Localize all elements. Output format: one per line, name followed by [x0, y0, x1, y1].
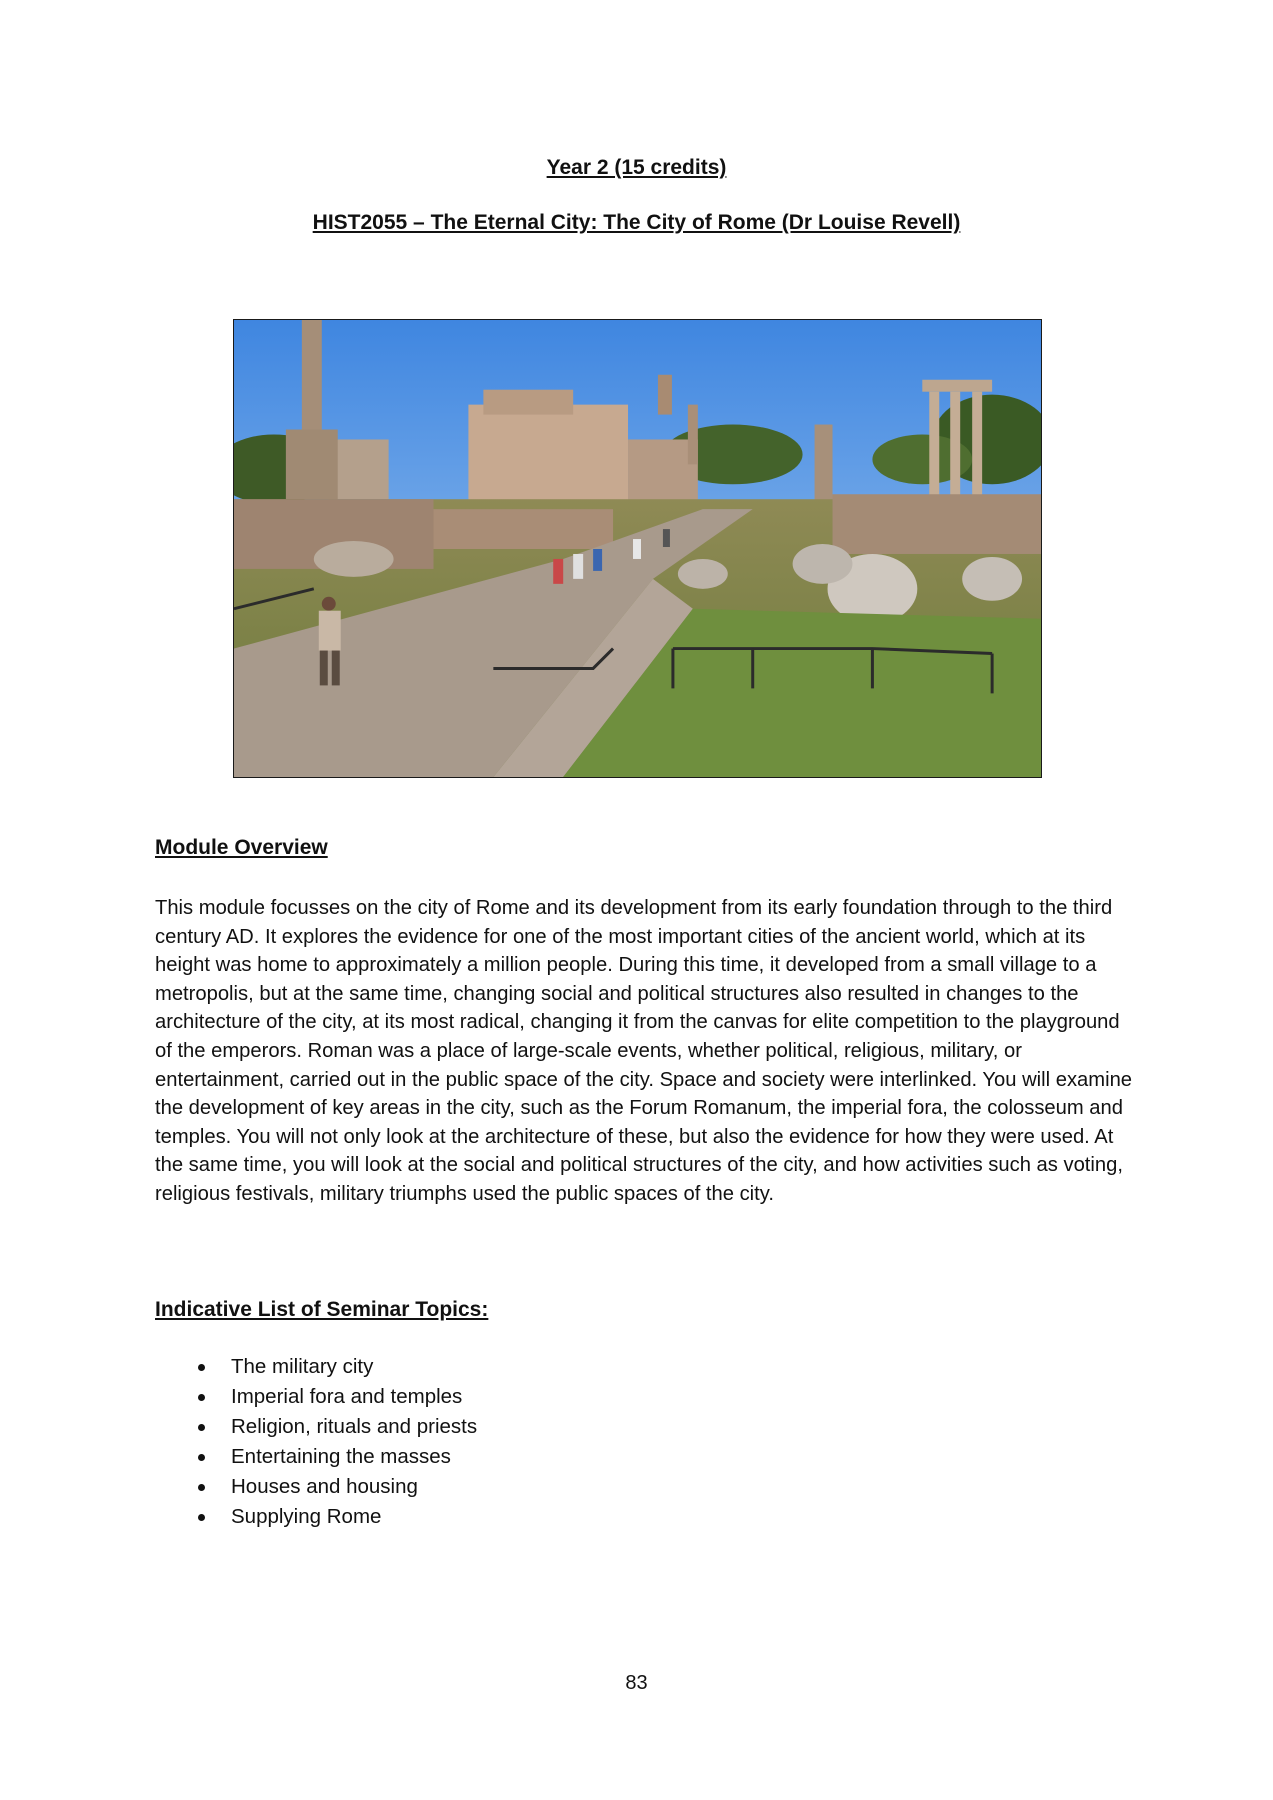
page-number: 83: [625, 1672, 648, 1694]
list-item: [155, 1442, 477, 1472]
topic-label: Houses and housing: [231, 1475, 418, 1498]
bullet-icon: [198, 1514, 205, 1521]
module-overview-text: This module focusses on the city of Rome and its development from its early foundation through to the third century AD. It explores the evidence for one of the most important cities of the ancient world, which at its height was home to approximately a million people. During this time, it developed from a small village to a metropolis, but at the same time, changing social and political structures also resulted in changes to the architecture of the city, at its most radical, changing it from the canvas for elite competition to the playground of the emperors. Roman was a place of large-scale events, whether political, religious, military, or entertainment, carried out in the public space of the city. Space and society were interlinked. You will examine the development of key areas in the city, such as the Forum Romanum, the imperial fora, the colosseum and temples. You will not only look at the architecture of these, but also the evidence for how they were used. At the same time, you will look at the social and political structures of the city, and how activities such as voting, religious festivals, military triumphs used the public spaces of the city.: [155, 897, 1133, 1205]
bullet-icon: [198, 1424, 205, 1431]
bullet-icon: [198, 1364, 205, 1371]
bullet-icon: [198, 1394, 205, 1401]
bullet-icon: [198, 1484, 205, 1491]
topic-label: Supplying Rome: [231, 1505, 382, 1528]
list-item: [155, 1352, 477, 1382]
topic-label: Religion, rituals and priests: [231, 1415, 478, 1438]
topic-label: The military city: [231, 1355, 374, 1378]
list-item: [155, 1472, 477, 1502]
seminar-topics-heading: Indicative List of Seminar Topics:: [155, 1298, 489, 1321]
list-item: [155, 1412, 477, 1442]
photo-illustration: [234, 320, 1041, 777]
list-item: [155, 1382, 477, 1412]
module-title: HIST2055 – The Eternal City: The City of Rome (Dr Louise Revell): [312, 211, 961, 234]
module-overview-heading: Module Overview: [155, 836, 328, 859]
year-heading: Year 2 (15 credits): [546, 156, 727, 179]
topic-label: Imperial fora and temples: [231, 1385, 463, 1408]
seminar-topics-list: [155, 1352, 477, 1532]
bullet-icon: [198, 1454, 205, 1461]
roman-forum-photo: [233, 319, 1042, 778]
topic-label: Entertaining the masses: [231, 1445, 451, 1468]
list-item: [155, 1502, 477, 1532]
